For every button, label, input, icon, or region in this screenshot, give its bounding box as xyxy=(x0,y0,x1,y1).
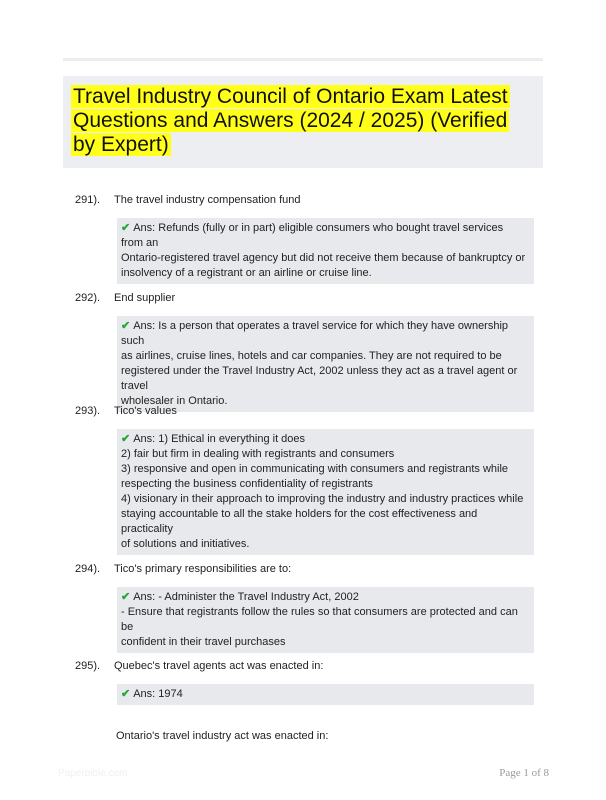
top-divider xyxy=(63,58,543,61)
question-text: The travel industry compensation fund xyxy=(114,194,301,206)
checkmark-icon: ✔ xyxy=(121,320,131,332)
question-text: Tico's primary responsibilities are to: xyxy=(114,563,292,575)
footer-watermark: Paperbible.com xyxy=(58,768,128,779)
answer-box: ✔ Ans: Refunds (fully or in part) eligible consumers who bought travel services from an Ontario-registered travel agency but did not receive them because of bankruptcy or insolvency of a registrant or an airline or cruise line. xyxy=(117,218,534,284)
checkmark-icon: ✔ xyxy=(121,222,131,234)
question-text: Quebec's travel agents act was enacted in: xyxy=(114,660,324,672)
question-number: 294). xyxy=(75,563,101,575)
question-number: 291). xyxy=(75,194,101,206)
checkmark-icon: ✔ xyxy=(121,591,131,603)
question-number: 295). xyxy=(75,660,101,672)
answer-box: ✔ Ans: Is a person that operates a travel service for which they have ownership such as airlines, cruise lines, hotels and car companies. They are not required to be registered under the Travel Industry Act, 2002 unless they act as a travel agent or travel wholesaler in Ontario. xyxy=(117,316,534,412)
question-number: 292). xyxy=(75,292,101,304)
answer-box: ✔ Ans: - Administer the Travel Industry Act, 2002 - Ensure that registrants follow the rules so that consumers are protected and can be confident in their travel purchases xyxy=(117,587,534,653)
answer-box: ✔ Ans: 1) Ethical in everything it does 2) fair but firm in dealing with registrants and consumers 3) responsive and open in communicating with consumers and registrants while respecting the business confidentiality of registrants 4) visionary in their approach to improving the industry and industry practices while staying accountable to all the stake holders for the cost effectiveness and practicality of solutions and initiatives. xyxy=(117,429,534,555)
question-text: Tico's values xyxy=(114,405,177,417)
checkmark-icon: ✔ xyxy=(121,688,131,700)
answer-box: ✔ Ans: 1974 xyxy=(117,684,534,705)
question-text: End supplier xyxy=(114,292,176,304)
page-number: Page 1 of 8 xyxy=(499,767,549,779)
page-title: Travel Industry Council of Ontario Exam Latest Questions and Answers (2024 / 2025) (Verified by Expert) xyxy=(73,85,508,156)
question-text: Ontario's travel industry act was enacted in: xyxy=(116,730,329,742)
checkmark-icon: ✔ xyxy=(121,433,131,445)
question-number: 293). xyxy=(75,405,101,417)
title-block xyxy=(63,76,543,168)
